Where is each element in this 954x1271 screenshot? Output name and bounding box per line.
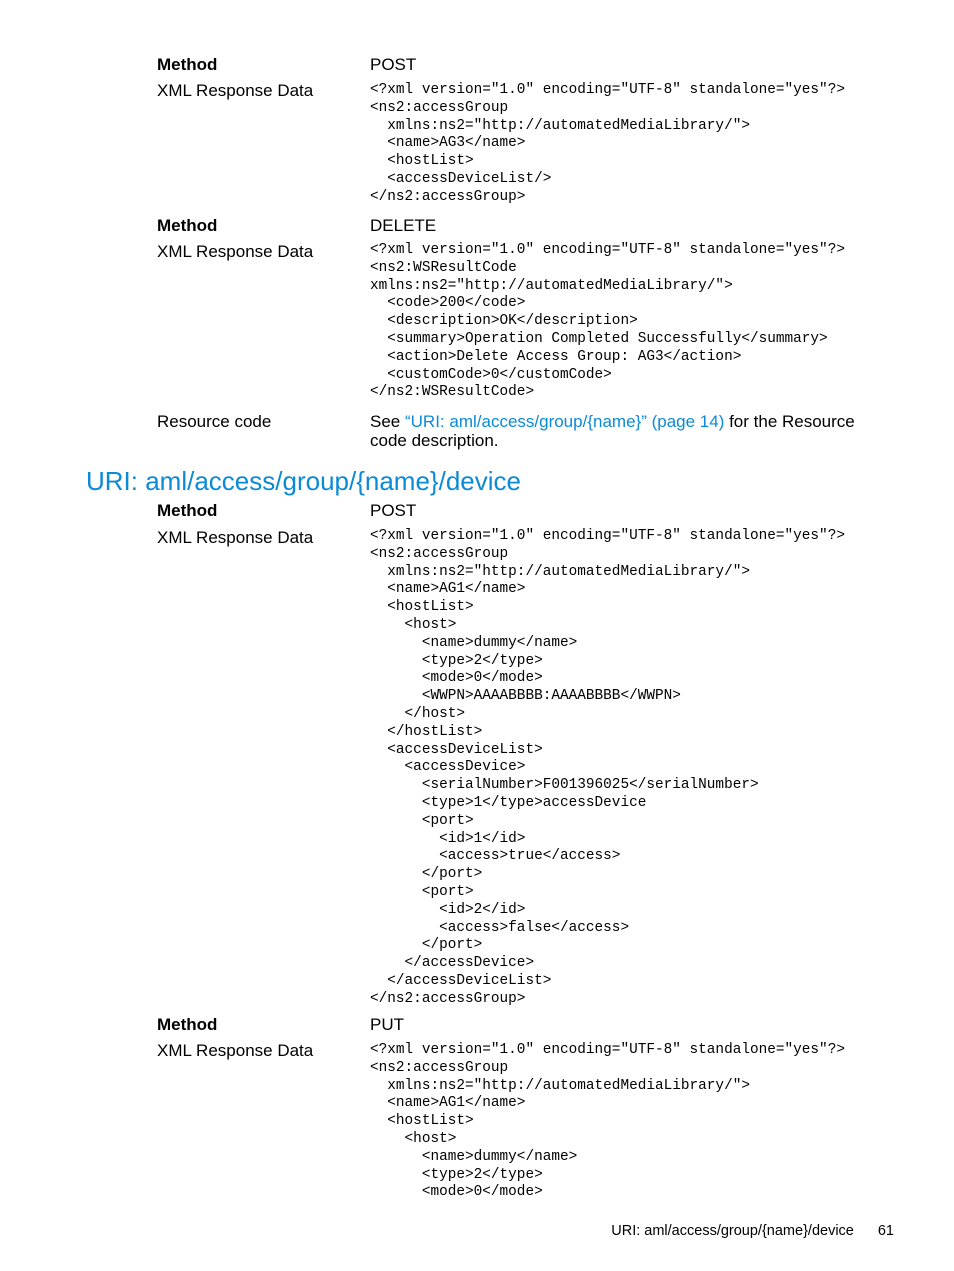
page-footer — [611, 1222, 894, 1240]
method-value: PUT — [370, 1015, 404, 1034]
method-label: Method — [157, 55, 218, 74]
method-value: POST — [370, 501, 417, 520]
xml-response-code: <?xml version="1.0" encoding="UTF-8" standalone="yes"?> <ns2:accessGroup xmlns:ns2="http://automatedMediaLibrary/"> <name>AG3</name> <hostList> <accessDeviceList/> </ns2:accessGroup> — [370, 82, 845, 205]
method-value: DELETE — [370, 216, 437, 235]
xml-response-code: <?xml version="1.0" encoding="UTF-8" standalone="yes"?> <ns2:WSResultCode xmlns:ns2="http://automatedMediaLibrary/"> <code>200</code> <description>OK</description> <summary>Operation Completed Successfully</summary> <action>Delete Access Group: AG3</action> <customCode>0</customCode> </ns2:WSResultCode> — [370, 242, 845, 401]
xml-response-code: <?xml version="1.0" encoding="UTF-8" standalone="yes"?> <ns2:accessGroup xmlns:ns2="http://automatedMediaLibrary/"> <name>AG1</name> <hostList> <host> <name>dummy</name> <type>2</type> <mode>0</mode> — [370, 1042, 845, 1201]
page-reference-link[interactable]: “URI: aml/access/group/{name}” (page 14) — [404, 412, 725, 431]
resource-suffix: for the Resource — [724, 412, 855, 431]
resource-prefix: See — [370, 412, 405, 431]
footer-title: URI: aml/access/group/{name}/device — [611, 1223, 854, 1239]
xml-response-label: XML Response Data — [157, 1041, 314, 1060]
method-label: Method — [157, 1015, 218, 1034]
xml-response-label: XML Response Data — [157, 81, 314, 100]
method-value: POST — [370, 55, 417, 74]
xml-response-label: XML Response Data — [157, 242, 314, 261]
xml-response-code: <?xml version="1.0" encoding="UTF-8" standalone="yes"?> <ns2:accessGroup xmlns:ns2="http://automatedMediaLibrary/"> <name>AG1</name> <hostList> <host> <name>dummy</name> <type>2</type> <mode>0</mode> <WWPN>AAAABBBB:AAAABBBB</WWPN> </host> </hostList> <accessDeviceList> <accessDevice> <serialNumber>F001396025</serialNumber> <type>1</type>accessDevice <port> <id>1</id> <access>true</access> </port> <port> <id>2</id> <access>false</access> </port> </accessDevice> </accessDeviceList> </ns2:accessGroup> — [370, 528, 845, 1007]
resource-code-description — [370, 412, 855, 432]
page-number: 61 — [877, 1223, 894, 1239]
method-label: Method — [157, 216, 218, 235]
resource-code-line2: code description. — [370, 431, 499, 450]
resource-code-label: Resource code — [157, 412, 272, 431]
xml-response-label: XML Response Data — [157, 528, 314, 547]
method-label: Method — [157, 501, 218, 520]
section-heading: URI: aml/access/group/{name}/device — [86, 466, 521, 496]
